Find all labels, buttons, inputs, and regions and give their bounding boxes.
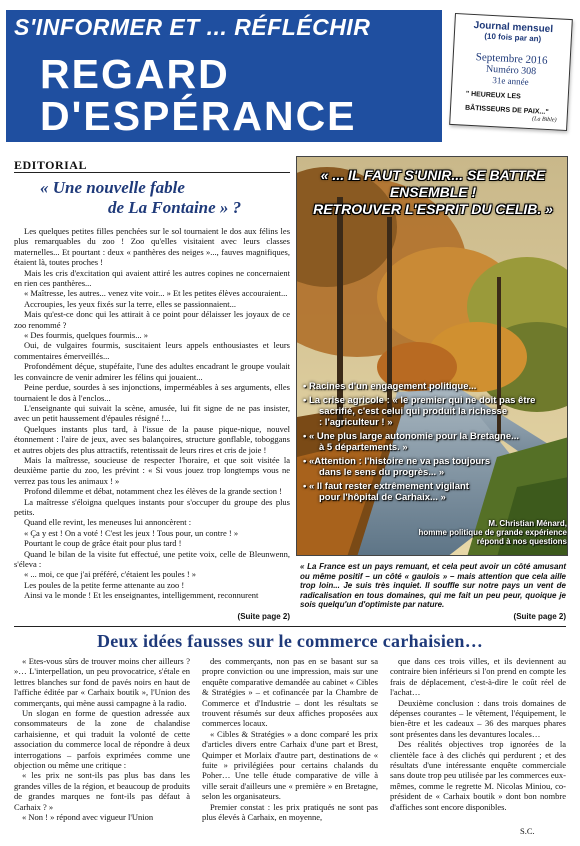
article-body bbox=[14, 656, 566, 832]
article-paragraph: Un slogan en forme de question adressée aux consommateurs de la zone de chalandise carhaisienne, et qui traduit la volonté de cette association du commerce local de répondre à deux interrogations – parfois exprimées comme une objection ou même une critique : bbox=[14, 708, 190, 771]
cover-bullet-text: • « Il faut rester extrêmement vigilant bbox=[303, 481, 469, 492]
editorial-paragraph: « Des fourmis, quelques fourmis... » bbox=[24, 330, 148, 341]
article-paragraph: « Etes-vous sûrs de trouver moins cher ailleurs ? »… L'interpellation, un peu provocatrice, s'étale en lettres blanches sur fond de pavés noirs en haut de l'affiche éditée par « Carhaix boutik », l'Union des commerçants, qui mène aussi campagne à la radio. bbox=[14, 656, 190, 708]
editorial-paragraph: Quand elle revint, les meneuses lui annoncèrent : bbox=[24, 517, 192, 528]
editorial-paragraph: Les quelques petites filles penchées sur le sol tournaient le dos aux félins les plus remarquables du zoo ! Zoo qu'elles visitaient avec leurs classes maternelles... Et pourtant : deux « panthères des neiges »..., fauves magnifiques, étaient là, toutes proches ! bbox=[14, 226, 290, 268]
cover-bullet-list bbox=[303, 381, 567, 506]
editorial-paragraph: Ainsi va le monde ! Et les enseignantes, intelligemment, reconnurent bbox=[24, 590, 259, 601]
editorial-body bbox=[14, 226, 290, 612]
article-paragraph: « les prix ne sont-ils pas plus bas dans les grandes villes de la région, et beaucoup de produits de grandes marques ne font-ils pas défaut à Carhaix ? » bbox=[14, 770, 190, 812]
issue-date: Septembre 2016 bbox=[475, 51, 548, 67]
cover-bullet bbox=[303, 381, 567, 392]
editorial-continued-link: (Suite page 2) bbox=[237, 612, 290, 621]
article-column-3 bbox=[390, 656, 566, 832]
cover-bullet bbox=[303, 395, 567, 428]
editorial-paragraph: Peine perdue, sourdes à ses injonctions, imperméables à ses arguments, elles tournaient le dos à l'enclos... bbox=[14, 382, 290, 403]
editorial-paragraph: L'enseignante qui suivait la scène, amusée, lui fit signe de ne pas insister, avec un petit haussement d'épaules résigné !... bbox=[14, 402, 290, 424]
masthead-title-line2: D'ESPÉRANCE bbox=[40, 93, 357, 139]
article-column-1 bbox=[14, 656, 190, 832]
masthead-tagline: S'INFORMER ET ... RÉFLÉCHIR bbox=[14, 14, 371, 40]
editorial-title bbox=[40, 178, 280, 218]
issue-year: 31e année bbox=[492, 75, 529, 87]
cover-headline-line2: RETROUVER L'ESPRIT DU CELIB. » bbox=[313, 201, 553, 217]
cover-caption-line3: répond à nos questions bbox=[476, 537, 567, 546]
article-title: Deux idées fausses sur le commerce carhaisien… bbox=[96, 631, 484, 651]
issue-kind: Journal mensuel bbox=[473, 19, 554, 36]
interview-quote: « La France est un pays remuant, et cela peut avoir un côté amusant ou même positif – un côté « gaulois » – mais attention que cela aille trop loin... Je suis très inquiet. Il souffle sur notre pays un vent de radicalisation en tous domaines, qui me fait un peu peur, quoique je sois quelqu'un d'optimiste par nature. bbox=[300, 562, 566, 610]
editorial-paragraph: Accroupies, les yeux fixés sur la terre, elles se passionnaient... bbox=[24, 298, 236, 309]
editorial-paragraph: Profondément déçue, stupéfaite, l'une des adultes encadrant le groupe voulait les convaincre de venir admirer les félins qui jouaient... bbox=[14, 361, 290, 382]
cover-caption bbox=[377, 519, 567, 546]
editorial-paragraph: Mais qu'est-ce donc qui les attirait à ce point pour délaisser les joyaux de ce zoo renommé ? bbox=[14, 309, 290, 330]
editorial-paragraph: Les poules de la petite ferme attenante au zoo ! bbox=[24, 579, 185, 590]
article-paragraph: Premier constat : les prix pratiqués ne sont pas plus élevés à Carhaix, en moyenne, bbox=[202, 801, 378, 823]
interview-continued-link: (Suite page 2) bbox=[513, 612, 566, 621]
article-paragraph: Des réalités objectives trop ignorées de la clientèle face à des clichés qui perdurent ; et des résultats d'une intéressante enquête commerciale sans doute trop peu utilisée par les commerces eux-mêmes, comme le regrette M. Nicolas Miniou, co-président de « Carhaix boutik » dont bon nombre d'affiches sont encore disponibles. bbox=[390, 739, 566, 812]
issue-info-box bbox=[449, 13, 573, 131]
masthead bbox=[0, 0, 580, 142]
editorial-paragraph: Quand le bilan de la visite fut effectué, une petite voix, celle de Bleunwenn, s'éleva : bbox=[14, 548, 290, 569]
cover-photo bbox=[296, 156, 568, 556]
editorial-title-line2: de La Fontaine » ? bbox=[108, 198, 242, 217]
cover-bullet-text: sacrifié, c'est celui qui produit la richesse : l'agriculteur ! » bbox=[319, 406, 508, 428]
article-column-2 bbox=[202, 656, 378, 832]
cover-bullet bbox=[303, 431, 567, 453]
article-paragraph: « Non ! » répond avec vigueur l'Union bbox=[22, 812, 154, 823]
cover-bullet-text: à 5 départements. » bbox=[319, 442, 408, 453]
cover-bullet-text: • La crise agricole : « le premier qui ne doit pas être bbox=[303, 395, 536, 406]
section-divider bbox=[14, 626, 566, 627]
cover-bullet bbox=[303, 456, 567, 478]
editorial-paragraph: Mais la maîtresse, soucieuse de respecter l'horaire, et que soit visitée la deuxième partie du zoo, les prévint : « Si vous jouez trop longtemps vous ne verrez pas tous les animaux ! » bbox=[14, 454, 290, 486]
article-paragraph: « Cibles & Stratégies » a donc comparé les prix d'articles divers entre Carhaix d'une part et Brest, Quimper et Morlaix d'autre part, destinations de « fuite » privilégiées pour certains chalands du Poher… Une telle étude comparative de ville à ville serait d'ailleurs une « première » en Bretagne, selon les organisateurs. bbox=[202, 728, 378, 802]
cover-caption-line2: homme politique de grande expérience bbox=[418, 528, 567, 537]
issue-frequency: (10 fois par an) bbox=[484, 31, 542, 44]
cover-caption-line1: M. Christian Ménard, bbox=[488, 519, 567, 528]
issue-quote-line1: " HEUREUX LES bbox=[465, 90, 521, 101]
editorial-paragraph: Quelques instants plus tard, à l'issue de la pause pique-nique, nouvel étonnement : l'aire de jeux, avec ses balançoires, structure gonflable, toboggans et autres objets des plus attractifs, retentissait de leurs rires et cris de joie ! bbox=[14, 423, 290, 455]
editorial-paragraph: Profond dilemme et débat, notamment chez les élèves de la grande section ! bbox=[24, 486, 282, 497]
editorial-paragraph: Oui, de vulgaires fourmis, suscitaient leurs appels enthousiastes et leurs commentaires émerveillés... bbox=[14, 340, 290, 361]
cover-bullet-text: • « Une plus large autonomie pour la Bretagne... bbox=[303, 431, 520, 442]
editorial-paragraph: « Ça y est ! On a voté ! C'est les jeux ! Tous pour, un contre ! » bbox=[24, 527, 239, 538]
cover-bullet-text: pour l'hôpital de Carhaix... » bbox=[319, 492, 446, 503]
editorial-section-label: EDITORIAL bbox=[14, 158, 87, 172]
editorial-paragraph: « ... moi, ce que j'ai préféré, c'étaient les poules ! » bbox=[24, 569, 197, 580]
editorial-rule bbox=[14, 172, 290, 173]
cover-headline bbox=[297, 167, 568, 218]
article-signature: S.C. bbox=[520, 826, 535, 836]
cover-headline-line1: « ... IL FAUT S'UNIR... SE BATTRE ENSEMBLE ! bbox=[320, 167, 546, 200]
article-paragraph: Deuxième conclusion : dans trois domaines de dépenses courantes – le vêtement, l'équipement, le bien-être et les cadeaux – 36 des marques phares sont présentes dans les devantures locales… bbox=[390, 697, 566, 739]
issue-number: Numéro 308 bbox=[485, 63, 537, 78]
issue-quote-line2: BÂTISSEURS DE PAIX..." bbox=[464, 104, 549, 117]
cover-bullet-text: dans le sens du progrès... » bbox=[319, 467, 445, 478]
cover-bullet bbox=[303, 481, 567, 503]
editorial-title-line1: « Une nouvelle fable bbox=[40, 178, 185, 197]
cover-bullet-text: • «Attention : l'histoire ne va pas toujours bbox=[303, 456, 491, 467]
editorial-paragraph: Mais les cris d'excitation qui avaient attiré les autres copines ne concernaient en rien ces panthères... bbox=[14, 267, 290, 289]
article-paragraph: des commerçants, non pas en se basant sur sa propre conviction ou une impression, mais sur une enquête comparative demandée au cabinet « Cibles & Stratégies » – et cofinancée par la Chambre de Commerce et d'Industrie – dont les résultats se trouvent résumés sur deux affiches proposées aux commerces locaux. bbox=[202, 656, 378, 729]
editorial-paragraph: « Maîtresse, les autres... venez vite voir... » Et les petites élèves accouraient... bbox=[24, 288, 288, 299]
issue-quote-source: (La Bible) bbox=[531, 116, 557, 124]
article-paragraph: que dans ces trois villes, et ils deviennent au contraire bien inférieurs si l'on prend en compte les frais de déplacement, c'est-à-dire le coût réel de l'achat… bbox=[390, 656, 566, 698]
editorial-paragraph: Pourtant le coup de grâce était pour plus tard ! bbox=[24, 538, 182, 549]
masthead-title-line1: REGARD bbox=[40, 51, 230, 97]
editorial-paragraph: La maîtresse s'éloigna quelques instants pour s'occuper du groupe des plus petits. bbox=[14, 496, 290, 517]
cover-bullet-text: • Racines d'un engagement politique... bbox=[303, 381, 477, 392]
